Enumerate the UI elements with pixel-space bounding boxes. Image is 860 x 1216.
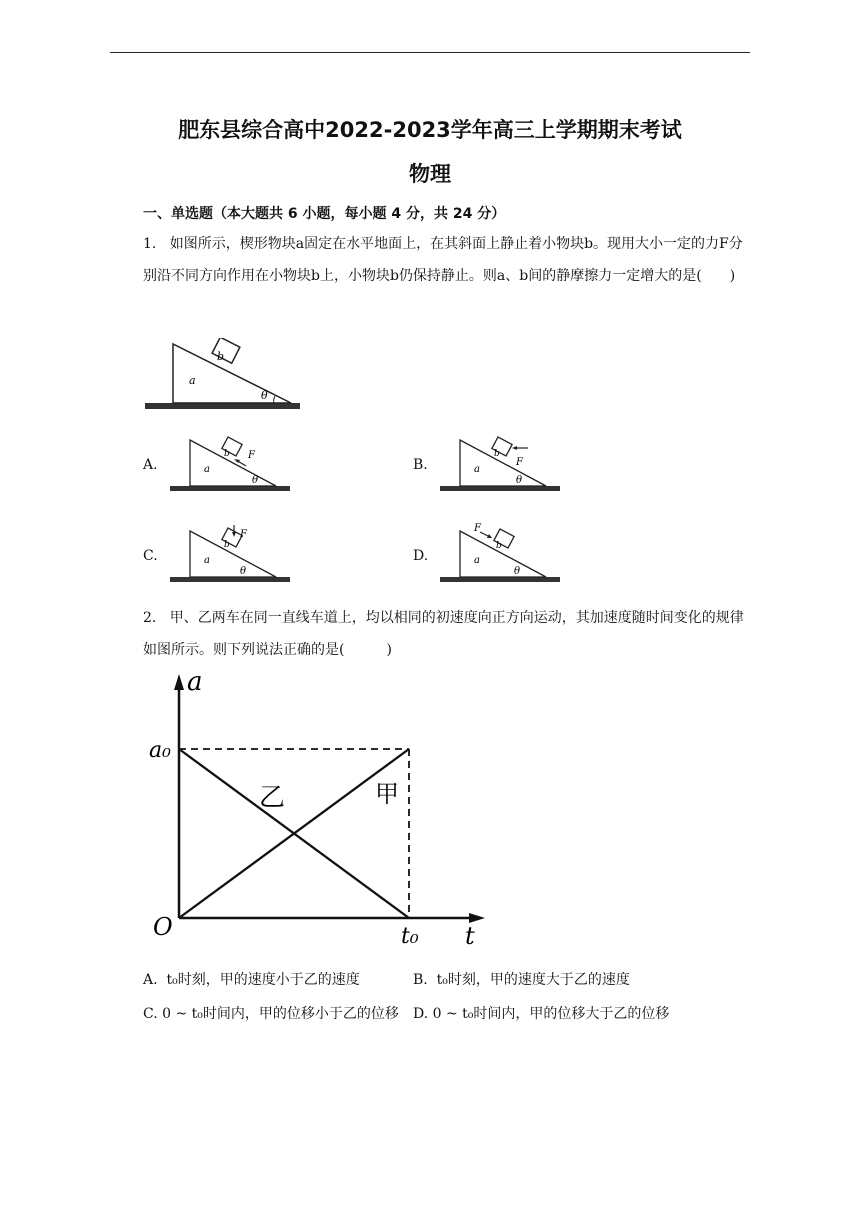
q2-option-d (413, 1003, 669, 1023)
wedge-label: a (204, 464, 210, 475)
question-2-number: 2. (143, 610, 157, 626)
question-1-main-figure (143, 338, 303, 418)
q2-option-b-text: t₀时刻，甲的速度大于乙的速度 (436, 972, 630, 988)
force-label: F (248, 450, 255, 461)
q2-option-a (143, 969, 360, 989)
q1-option-d-label: D. (413, 548, 429, 564)
q2-option-d-label: D. (413, 1006, 429, 1022)
q2-option-c-text: 0 ~ t₀时间内，甲的位移小于乙的位移 (162, 1006, 399, 1022)
y-axis-label: a (187, 668, 203, 697)
question-2-graph (143, 668, 493, 953)
origin-label: O (153, 913, 173, 941)
section-heading: 一、单选题（本大题共 6 小题，每小题 4 分，共 24 分） (143, 206, 506, 222)
q2-option-d-text: 0 ~ t₀时间内，甲的位移大于乙的位移 (432, 1006, 670, 1022)
question-1 (143, 228, 751, 292)
q1-option-b-figure (438, 436, 563, 496)
block-label: b (496, 541, 502, 551)
header-rule (110, 52, 750, 53)
angle-arc (274, 396, 275, 403)
q2-option-a-text: t₀时刻，甲的速度小于乙的速度 (166, 972, 360, 988)
q2-option-a-label: A. (143, 972, 158, 988)
a0-tick-label: a₀ (149, 738, 171, 763)
wedge-label: a (204, 555, 210, 566)
jia-label: 甲 (375, 780, 399, 808)
force-label: F (240, 529, 247, 540)
block-label: b (224, 540, 230, 550)
ground (145, 403, 300, 409)
q1-option-c-label: C. (143, 548, 158, 564)
angle-label: θ (261, 389, 268, 402)
q2-option-b (413, 969, 630, 989)
angle-label: θ (252, 475, 259, 486)
question-1-number: 1. (143, 236, 157, 252)
q1-option-d-figure (438, 522, 563, 587)
q1-option-b-label: B. (413, 457, 428, 473)
q1-option-a-figure (168, 436, 293, 496)
q1-option-c-figure (168, 525, 293, 587)
block-label: b (217, 350, 225, 363)
wedge-label: a (474, 555, 480, 566)
q1-option-a-label: A. (143, 457, 158, 473)
q2-option-b-label: B. (413, 972, 428, 988)
t0-tick-label: t₀ (401, 924, 419, 949)
question-1-text: 如图所示，楔形物块a固定在水平地面上，在其斜面上静止着小物块b。现用大小一定的力F分别沿不同方向作用在小物块b上，小物块b仍保持静止。则a、b间的静摩擦力一定增大的是( ) (143, 236, 743, 284)
force-label: F (516, 457, 523, 468)
q2-option-c (143, 1003, 399, 1023)
block-label: b (224, 449, 230, 459)
wedge-label: a (189, 374, 196, 387)
exam-title: 肥东县综合高中2022-2023学年高三上学期期末考试 (178, 118, 682, 142)
wedge-label: a (474, 464, 480, 475)
x-axis-label: t (465, 922, 475, 950)
question-2-text: 甲、乙两车在同一直线车道上，均以相同的初速度向正方向运动，其加速度随时间变化的规律如图所示。则下列说法正确的是( ) (143, 610, 744, 658)
angle-label: θ (516, 475, 523, 486)
subject-title: 物理 (409, 162, 451, 186)
block-label: b (494, 449, 500, 459)
q2-option-c-label: C. (143, 1006, 158, 1022)
force-label: F (474, 523, 481, 534)
angle-label: θ (514, 566, 521, 577)
yi-label: 乙 (259, 783, 286, 813)
angle-label: θ (240, 566, 247, 577)
question-2 (143, 602, 751, 666)
y-axis-arrow (174, 674, 184, 690)
